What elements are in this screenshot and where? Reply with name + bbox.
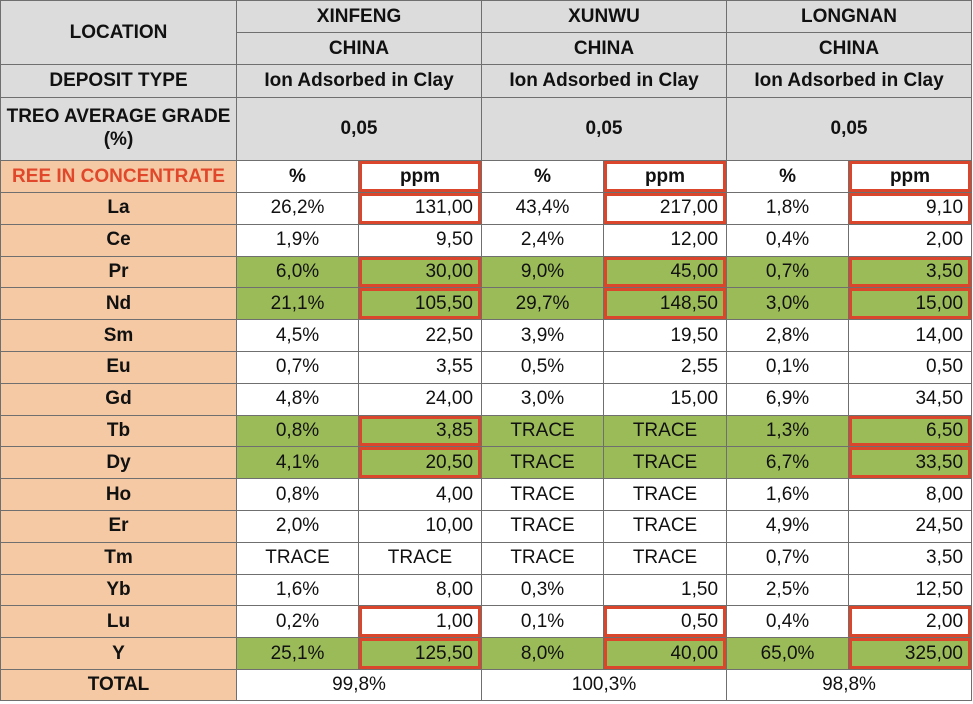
element-label: Nd	[1, 288, 237, 320]
element-label: Er	[1, 510, 237, 542]
element-label: Ho	[1, 479, 237, 511]
ppm-cell-longnan: 8,00	[849, 479, 972, 511]
pct-cell-xinfeng: 21,1%	[237, 288, 359, 320]
total-label: TOTAL	[1, 669, 237, 700]
pct-cell-longnan: 0,7%	[727, 256, 849, 288]
pct-cell-xinfeng: 2,0%	[237, 510, 359, 542]
element-label: Tm	[1, 542, 237, 574]
treo-grade-label: TREO AVERAGE GRADE (%)	[1, 98, 237, 161]
ppm-cell-longnan: 6,50	[849, 415, 972, 447]
pct-cell-xinfeng: TRACE	[237, 542, 359, 574]
ppm-cell-xunwu: 19,50	[604, 320, 727, 352]
pct-cell-xinfeng: 0,8%	[237, 415, 359, 447]
pct-cell-xinfeng: 25,1%	[237, 638, 359, 670]
element-label: Pr	[1, 256, 237, 288]
pct-cell-xinfeng: 4,1%	[237, 447, 359, 479]
location-name-xunwu: XUNWU	[482, 1, 727, 33]
table-row	[1, 383, 972, 415]
country-xunwu: CHINA	[482, 33, 727, 65]
element-label: Lu	[1, 606, 237, 638]
total-longnan: 98,8%	[727, 669, 972, 700]
ppm-cell-xunwu: 1,50	[604, 574, 727, 606]
element-label: Tb	[1, 415, 237, 447]
element-label: Ce	[1, 224, 237, 256]
pct-cell-xunwu: 29,7%	[482, 288, 604, 320]
ppm-cell-xunwu: TRACE	[604, 510, 727, 542]
ppm-cell-longnan: 24,50	[849, 510, 972, 542]
pct-cell-xunwu: 43,4%	[482, 193, 604, 225]
pct-cell-longnan: 0,4%	[727, 606, 849, 638]
pct-cell-xunwu: TRACE	[482, 510, 604, 542]
treo-grade-longnan: 0,05	[727, 98, 972, 161]
treo-grade-xinfeng: 0,05	[237, 98, 482, 161]
ppm-cell-xunwu: 0,50	[604, 606, 727, 638]
table-row	[1, 542, 972, 574]
table-row	[1, 193, 972, 225]
table-row	[1, 224, 972, 256]
pct-cell-longnan: 2,8%	[727, 320, 849, 352]
element-label: Y	[1, 638, 237, 670]
deposit-type-longnan: Ion Adsorbed in Clay	[727, 65, 972, 98]
ppm-cell-xunwu: 2,55	[604, 351, 727, 383]
ppm-cell-xinfeng: 105,50	[359, 288, 482, 320]
element-label: Eu	[1, 351, 237, 383]
pct-cell-longnan: 0,4%	[727, 224, 849, 256]
location-label: LOCATION	[1, 1, 237, 65]
pct-cell-xunwu: 8,0%	[482, 638, 604, 670]
pct-cell-xinfeng: 0,2%	[237, 606, 359, 638]
deposit-type-xinfeng: Ion Adsorbed in Clay	[237, 65, 482, 98]
ppm-cell-longnan: 2,00	[849, 606, 972, 638]
element-label: La	[1, 193, 237, 225]
ppm-cell-xinfeng: 3,55	[359, 351, 482, 383]
ppm-cell-longnan: 2,00	[849, 224, 972, 256]
element-label: Sm	[1, 320, 237, 352]
pct-cell-xunwu: TRACE	[482, 542, 604, 574]
ppm-cell-longnan: 3,50	[849, 542, 972, 574]
ppm-cell-xinfeng: 24,00	[359, 383, 482, 415]
ppm-cell-xunwu: 40,00	[604, 638, 727, 670]
ppm-cell-longnan: 3,50	[849, 256, 972, 288]
pct-cell-xunwu: 3,9%	[482, 320, 604, 352]
ppm-cell-xinfeng: 8,00	[359, 574, 482, 606]
pct-cell-xunwu: 9,0%	[482, 256, 604, 288]
total-xunwu: 100,3%	[482, 669, 727, 700]
pct-cell-xinfeng: 6,0%	[237, 256, 359, 288]
ppm-cell-xinfeng: TRACE	[359, 542, 482, 574]
pct-cell-longnan: 0,7%	[727, 542, 849, 574]
ppm-cell-xunwu: 12,00	[604, 224, 727, 256]
pct-cell-longnan: 1,3%	[727, 415, 849, 447]
pct-cell-xunwu: TRACE	[482, 447, 604, 479]
pct-cell-xunwu: 0,5%	[482, 351, 604, 383]
ppm-cell-longnan: 9,10	[849, 193, 972, 225]
ppm-cell-xinfeng: 30,00	[359, 256, 482, 288]
table-row	[1, 415, 972, 447]
pct-cell-longnan: 6,7%	[727, 447, 849, 479]
pct-cell-longnan: 4,9%	[727, 510, 849, 542]
ppm-cell-xunwu: TRACE	[604, 479, 727, 511]
pct-cell-xinfeng: 4,5%	[237, 320, 359, 352]
table-row	[1, 574, 972, 606]
table-row	[1, 479, 972, 511]
total-row	[1, 669, 972, 700]
table-row	[1, 320, 972, 352]
ppm-cell-xunwu: TRACE	[604, 542, 727, 574]
pct-cell-longnan: 3,0%	[727, 288, 849, 320]
table-row	[1, 638, 972, 670]
ppm-cell-xunwu: 45,00	[604, 256, 727, 288]
ppm-cell-xinfeng: 131,00	[359, 193, 482, 225]
unit-ppm-xunwu: ppm	[604, 161, 727, 193]
table-row	[1, 288, 972, 320]
pct-cell-xunwu: 0,3%	[482, 574, 604, 606]
deposit-type-xunwu: Ion Adsorbed in Clay	[482, 65, 727, 98]
ppm-cell-longnan: 15,00	[849, 288, 972, 320]
element-label: Gd	[1, 383, 237, 415]
ppm-cell-longnan: 34,50	[849, 383, 972, 415]
location-name-xinfeng: XINFENG	[237, 1, 482, 33]
ppm-cell-xinfeng: 1,00	[359, 606, 482, 638]
pct-cell-longnan: 1,8%	[727, 193, 849, 225]
ppm-cell-xunwu: 217,00	[604, 193, 727, 225]
ppm-cell-xunwu: 15,00	[604, 383, 727, 415]
unit-ppm-xinfeng: ppm	[359, 161, 482, 193]
pct-cell-xinfeng: 26,2%	[237, 193, 359, 225]
ppm-cell-xunwu: TRACE	[604, 415, 727, 447]
unit-ppm-longnan: ppm	[849, 161, 972, 193]
ppm-cell-xinfeng: 3,85	[359, 415, 482, 447]
table-row	[1, 447, 972, 479]
ppm-cell-longnan: 325,00	[849, 638, 972, 670]
pct-cell-longnan: 1,6%	[727, 479, 849, 511]
ppm-cell-xinfeng: 22,50	[359, 320, 482, 352]
ppm-cell-xinfeng: 9,50	[359, 224, 482, 256]
table-row	[1, 256, 972, 288]
pct-cell-xinfeng: 4,8%	[237, 383, 359, 415]
table-row	[1, 606, 972, 638]
pct-cell-xunwu: 2,4%	[482, 224, 604, 256]
treo-grade-xunwu: 0,05	[482, 98, 727, 161]
pct-cell-xunwu: TRACE	[482, 415, 604, 447]
country-longnan: CHINA	[727, 33, 972, 65]
deposit-type-label: DEPOSIT TYPE	[1, 65, 237, 98]
pct-cell-xinfeng: 0,8%	[237, 479, 359, 511]
pct-cell-xunwu: TRACE	[482, 479, 604, 511]
table-row	[1, 510, 972, 542]
ppm-cell-xinfeng: 125,50	[359, 638, 482, 670]
ppm-cell-xinfeng: 20,50	[359, 447, 482, 479]
ree-in-concentrate-label: REE IN CONCENTRATE	[1, 161, 237, 193]
pct-cell-xinfeng: 1,6%	[237, 574, 359, 606]
ppm-cell-longnan: 12,50	[849, 574, 972, 606]
pct-cell-longnan: 6,9%	[727, 383, 849, 415]
unit-pct-xunwu: %	[482, 161, 604, 193]
element-label: Yb	[1, 574, 237, 606]
ppm-cell-xinfeng: 10,00	[359, 510, 482, 542]
pct-cell-xinfeng: 1,9%	[237, 224, 359, 256]
ppm-cell-xunwu: 148,50	[604, 288, 727, 320]
ppm-cell-longnan: 0,50	[849, 351, 972, 383]
pct-cell-longnan: 0,1%	[727, 351, 849, 383]
ppm-cell-xunwu: TRACE	[604, 447, 727, 479]
location-name-longnan: LONGNAN	[727, 1, 972, 33]
pct-cell-xinfeng: 0,7%	[237, 351, 359, 383]
pct-cell-longnan: 2,5%	[727, 574, 849, 606]
unit-pct-longnan: %	[727, 161, 849, 193]
ppm-cell-longnan: 33,50	[849, 447, 972, 479]
pct-cell-xunwu: 3,0%	[482, 383, 604, 415]
table-row	[1, 351, 972, 383]
ppm-cell-longnan: 14,00	[849, 320, 972, 352]
unit-pct-xinfeng: %	[237, 161, 359, 193]
country-xinfeng: CHINA	[237, 33, 482, 65]
ppm-cell-xinfeng: 4,00	[359, 479, 482, 511]
pct-cell-xunwu: 0,1%	[482, 606, 604, 638]
pct-cell-longnan: 65,0%	[727, 638, 849, 670]
element-label: Dy	[1, 447, 237, 479]
total-xinfeng: 99,8%	[237, 669, 482, 700]
